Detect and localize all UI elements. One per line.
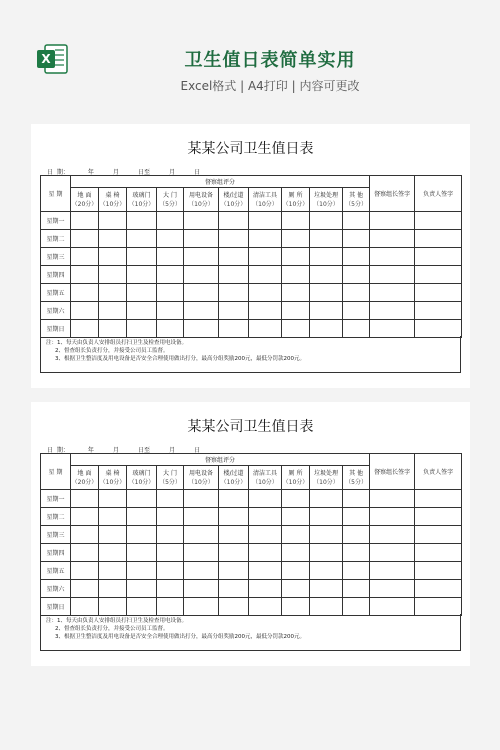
score-cell[interactable] bbox=[71, 508, 99, 526]
category-points: （10分） bbox=[252, 200, 278, 208]
category-name: 地 面 bbox=[77, 191, 92, 199]
score-cell[interactable] bbox=[370, 320, 415, 338]
score-cell[interactable] bbox=[71, 598, 99, 616]
score-cell[interactable] bbox=[370, 284, 415, 302]
score-cell[interactable] bbox=[310, 320, 343, 338]
score-cell[interactable] bbox=[343, 580, 370, 598]
score-cell[interactable] bbox=[310, 598, 343, 616]
score-cell[interactable] bbox=[157, 508, 184, 526]
score-cell[interactable] bbox=[71, 248, 99, 266]
score-cell[interactable] bbox=[157, 320, 184, 338]
category-header bbox=[219, 466, 249, 490]
score-cell[interactable] bbox=[343, 544, 370, 562]
score-cell[interactable] bbox=[71, 302, 99, 320]
table-row bbox=[41, 490, 462, 508]
category-name: 桌 椅 bbox=[105, 191, 120, 199]
category-points: （10分） bbox=[99, 200, 126, 208]
excel-logo-letter: X bbox=[41, 52, 51, 66]
score-cell[interactable] bbox=[370, 490, 415, 508]
score-cell[interactable] bbox=[127, 580, 157, 598]
score-cell[interactable] bbox=[157, 598, 184, 616]
score-cell[interactable] bbox=[71, 230, 99, 248]
score-cell[interactable] bbox=[184, 508, 219, 526]
score-cell[interactable] bbox=[71, 266, 99, 284]
score-cell[interactable] bbox=[343, 490, 370, 508]
category-header bbox=[157, 466, 184, 490]
weekday-header: 星 期 bbox=[41, 454, 71, 490]
score-cell[interactable] bbox=[157, 266, 184, 284]
score-cell[interactable] bbox=[310, 284, 343, 302]
weekday-cell: 星期三 bbox=[41, 526, 71, 544]
score-cell[interactable] bbox=[99, 544, 127, 562]
score-cell[interactable] bbox=[415, 212, 462, 230]
score-cell[interactable] bbox=[184, 598, 219, 616]
score-cell[interactable] bbox=[415, 562, 462, 580]
date-line: 日 期： 年 月 日至 月 日 bbox=[47, 447, 201, 454]
group-header: 督察组评分 bbox=[71, 454, 370, 466]
weekday-cell: 星期一 bbox=[41, 212, 71, 230]
person-sign-header: 负责人签字 bbox=[415, 454, 462, 490]
score-cell[interactable] bbox=[343, 248, 370, 266]
category-name: 楼/过道 bbox=[223, 469, 244, 477]
score-cell[interactable] bbox=[415, 544, 462, 562]
category-points: （10分） bbox=[220, 478, 247, 486]
score-cell[interactable] bbox=[249, 490, 282, 508]
score-cell[interactable] bbox=[99, 230, 127, 248]
score-cell[interactable] bbox=[249, 508, 282, 526]
score-cell[interactable] bbox=[219, 490, 249, 508]
score-cell[interactable] bbox=[343, 508, 370, 526]
score-cell[interactable] bbox=[343, 302, 370, 320]
score-cell[interactable] bbox=[282, 562, 310, 580]
sheet-title: 某某公司卫生值日表 bbox=[187, 141, 314, 157]
score-cell[interactable] bbox=[127, 248, 157, 266]
score-cell[interactable] bbox=[219, 562, 249, 580]
category-points: （10分） bbox=[252, 478, 278, 486]
score-cell[interactable] bbox=[310, 508, 343, 526]
score-cell[interactable] bbox=[157, 490, 184, 508]
score-cell[interactable] bbox=[415, 598, 462, 616]
score-cell[interactable] bbox=[184, 526, 219, 544]
score-cell[interactable] bbox=[71, 284, 99, 302]
score-cell[interactable] bbox=[99, 302, 127, 320]
score-cell[interactable] bbox=[219, 580, 249, 598]
score-cell[interactable] bbox=[282, 544, 310, 562]
score-cell[interactable] bbox=[184, 230, 219, 248]
score-cell[interactable] bbox=[127, 284, 157, 302]
score-cell[interactable] bbox=[415, 248, 462, 266]
score-cell[interactable] bbox=[249, 526, 282, 544]
score-cell[interactable] bbox=[219, 544, 249, 562]
table-row bbox=[41, 302, 462, 320]
sheet-title: 某某公司卫生值日表 bbox=[187, 419, 314, 435]
category-name: 大 门 bbox=[163, 191, 177, 199]
note-line: 2、督查组长负责打分，并接受公司员工监督。 bbox=[55, 626, 169, 632]
table-row bbox=[41, 320, 462, 338]
score-cell[interactable] bbox=[249, 562, 282, 580]
table-row bbox=[41, 598, 462, 616]
category-header bbox=[184, 466, 219, 490]
duty-sheet-2 bbox=[31, 402, 470, 666]
score-cell[interactable] bbox=[127, 598, 157, 616]
page-title: 卫生值日表简单实用 bbox=[184, 50, 356, 71]
table-row bbox=[41, 248, 462, 266]
table-row bbox=[41, 508, 462, 526]
score-cell[interactable] bbox=[343, 598, 370, 616]
score-cell[interactable] bbox=[249, 544, 282, 562]
weekday-cell: 星期五 bbox=[41, 562, 71, 580]
score-cell[interactable] bbox=[184, 284, 219, 302]
score-cell[interactable] bbox=[219, 598, 249, 616]
score-cell[interactable] bbox=[219, 248, 249, 266]
score-cell[interactable] bbox=[310, 544, 343, 562]
score-cell[interactable] bbox=[370, 212, 415, 230]
category-name: 玻璃门 bbox=[132, 191, 151, 199]
score-cell[interactable] bbox=[184, 562, 219, 580]
category-header bbox=[249, 466, 282, 490]
score-cell[interactable] bbox=[249, 248, 282, 266]
score-cell[interactable] bbox=[99, 580, 127, 598]
score-cell[interactable] bbox=[343, 266, 370, 284]
score-cell[interactable] bbox=[282, 284, 310, 302]
score-cell[interactable] bbox=[310, 248, 343, 266]
weekday-cell: 星期五 bbox=[41, 284, 71, 302]
date-line: 日 期： 年 月 日至 月 日 bbox=[47, 169, 201, 176]
category-points: （10分） bbox=[188, 200, 214, 208]
score-cell[interactable] bbox=[219, 320, 249, 338]
category-name: 厕 所 bbox=[288, 469, 303, 477]
score-cell[interactable] bbox=[127, 490, 157, 508]
score-cell[interactable] bbox=[99, 266, 127, 284]
score-cell[interactable] bbox=[99, 490, 127, 508]
category-points: （5分） bbox=[159, 200, 181, 208]
table-row bbox=[41, 544, 462, 562]
weekday-cell: 星期四 bbox=[41, 544, 71, 562]
notes bbox=[40, 336, 461, 373]
category-name: 清洁工具 bbox=[252, 191, 277, 199]
score-cell[interactable] bbox=[157, 562, 184, 580]
score-cell[interactable] bbox=[370, 598, 415, 616]
person-sign-header: 负责人签字 bbox=[415, 176, 462, 212]
score-cell[interactable] bbox=[343, 230, 370, 248]
score-cell[interactable] bbox=[310, 562, 343, 580]
score-cell[interactable] bbox=[415, 508, 462, 526]
score-cell[interactable] bbox=[370, 562, 415, 580]
category-points: （10分） bbox=[99, 478, 126, 486]
note-line: 3、根据卫生整洁度及用电设备是否安全合理使用做出打分，最高分组奖励200元，最低分罚款200元。 bbox=[55, 634, 305, 640]
score-cell[interactable] bbox=[71, 212, 99, 230]
score-cell[interactable] bbox=[99, 508, 127, 526]
category-points: （5分） bbox=[159, 478, 181, 486]
table-row bbox=[41, 212, 462, 230]
category-header bbox=[99, 466, 127, 490]
score-cell[interactable] bbox=[343, 562, 370, 580]
score-cell[interactable] bbox=[99, 562, 127, 580]
category-header bbox=[343, 188, 370, 212]
score-cell[interactable] bbox=[99, 598, 127, 616]
score-cell[interactable] bbox=[370, 526, 415, 544]
category-points: （10分） bbox=[282, 478, 309, 486]
score-cell[interactable] bbox=[370, 230, 415, 248]
duty-sheet-1 bbox=[31, 124, 470, 388]
category-points: （20分） bbox=[71, 478, 98, 486]
category-name: 垃圾处理 bbox=[313, 469, 338, 477]
category-header bbox=[127, 466, 157, 490]
score-cell[interactable] bbox=[127, 302, 157, 320]
category-name: 厕 所 bbox=[288, 191, 303, 199]
score-cell[interactable] bbox=[282, 580, 310, 598]
score-cell[interactable] bbox=[184, 302, 219, 320]
score-cell[interactable] bbox=[99, 320, 127, 338]
weekday-header: 星 期 bbox=[41, 176, 71, 212]
weekday-cell: 星期日 bbox=[41, 598, 71, 616]
category-name: 玻璃门 bbox=[132, 469, 151, 477]
score-cell[interactable] bbox=[282, 266, 310, 284]
weekday-cell: 星期二 bbox=[41, 230, 71, 248]
score-cell[interactable] bbox=[127, 508, 157, 526]
score-cell[interactable] bbox=[282, 490, 310, 508]
category-header bbox=[157, 188, 184, 212]
table-row bbox=[41, 526, 462, 544]
score-cell[interactable] bbox=[184, 212, 219, 230]
category-name: 地 面 bbox=[77, 469, 92, 477]
category-header bbox=[282, 188, 310, 212]
score-cell[interactable] bbox=[219, 302, 249, 320]
category-name: 其 他 bbox=[349, 469, 363, 477]
score-cell[interactable] bbox=[249, 598, 282, 616]
table-row bbox=[41, 562, 462, 580]
score-cell[interactable] bbox=[71, 580, 99, 598]
category-header bbox=[310, 188, 343, 212]
score-cell[interactable] bbox=[184, 544, 219, 562]
category-header bbox=[127, 188, 157, 212]
category-header bbox=[99, 188, 127, 212]
score-cell[interactable] bbox=[219, 284, 249, 302]
score-cell[interactable] bbox=[310, 580, 343, 598]
group-header: 督察组评分 bbox=[71, 176, 370, 188]
supervisor-sign-header: 督察组长签字 bbox=[370, 454, 415, 490]
score-cell[interactable] bbox=[370, 508, 415, 526]
score-cell[interactable] bbox=[127, 266, 157, 284]
duty-table bbox=[40, 453, 462, 616]
score-cell[interactable] bbox=[415, 284, 462, 302]
category-name: 楼/过道 bbox=[223, 191, 244, 199]
score-cell[interactable] bbox=[184, 266, 219, 284]
score-cell[interactable] bbox=[127, 526, 157, 544]
score-cell[interactable] bbox=[127, 230, 157, 248]
score-cell[interactable] bbox=[249, 284, 282, 302]
score-cell[interactable] bbox=[343, 212, 370, 230]
score-cell[interactable] bbox=[249, 580, 282, 598]
table-row bbox=[41, 230, 462, 248]
category-header bbox=[343, 466, 370, 490]
score-cell[interactable] bbox=[282, 598, 310, 616]
category-header bbox=[184, 188, 219, 212]
note-line: 2、督查组长负责打分，并接受公司员工监督。 bbox=[55, 348, 169, 354]
score-cell[interactable] bbox=[415, 266, 462, 284]
score-cell[interactable] bbox=[310, 266, 343, 284]
category-name: 用电设备 bbox=[188, 191, 213, 199]
note-line: 3、根据卫生整洁度及用电设备是否安全合理使用做出打分，最高分组奖励200元，最低分罚款200元。 bbox=[55, 356, 305, 362]
category-name: 桌 椅 bbox=[105, 469, 120, 477]
weekday-cell: 星期三 bbox=[41, 248, 71, 266]
score-cell[interactable] bbox=[310, 212, 343, 230]
score-cell[interactable] bbox=[184, 490, 219, 508]
notes bbox=[40, 614, 461, 651]
score-cell[interactable] bbox=[157, 544, 184, 562]
score-cell[interactable] bbox=[249, 230, 282, 248]
category-name: 清洁工具 bbox=[252, 469, 277, 477]
score-cell[interactable] bbox=[415, 490, 462, 508]
score-cell[interactable] bbox=[157, 248, 184, 266]
score-cell[interactable] bbox=[415, 320, 462, 338]
note-line: 注：1、每天由负责人安排组员打扫卫生及检查用电设备。 bbox=[46, 618, 188, 624]
score-cell[interactable] bbox=[282, 508, 310, 526]
score-cell[interactable] bbox=[99, 248, 127, 266]
score-cell[interactable] bbox=[249, 320, 282, 338]
score-cell[interactable] bbox=[127, 212, 157, 230]
score-cell[interactable] bbox=[157, 284, 184, 302]
category-points: （10分） bbox=[220, 200, 247, 208]
score-cell[interactable] bbox=[370, 302, 415, 320]
category-points: （10分） bbox=[282, 200, 309, 208]
score-cell[interactable] bbox=[415, 526, 462, 544]
weekday-cell: 星期日 bbox=[41, 320, 71, 338]
score-cell[interactable] bbox=[184, 320, 219, 338]
score-cell[interactable] bbox=[71, 562, 99, 580]
score-cell[interactable] bbox=[219, 266, 249, 284]
score-cell[interactable] bbox=[71, 490, 99, 508]
score-cell[interactable] bbox=[343, 284, 370, 302]
score-cell[interactable] bbox=[184, 580, 219, 598]
table-row bbox=[41, 580, 462, 598]
score-cell[interactable] bbox=[310, 302, 343, 320]
score-cell[interactable] bbox=[127, 562, 157, 580]
supervisor-sign-header: 督察组长签字 bbox=[370, 176, 415, 212]
category-header bbox=[310, 466, 343, 490]
score-cell[interactable] bbox=[157, 212, 184, 230]
score-cell[interactable] bbox=[282, 212, 310, 230]
score-cell[interactable] bbox=[282, 302, 310, 320]
category-points: （20分） bbox=[71, 200, 98, 208]
weekday-cell: 星期二 bbox=[41, 508, 71, 526]
score-cell[interactable] bbox=[370, 544, 415, 562]
note-line: 注：1、每天由负责人安排组员打扫卫生及检查用电设备。 bbox=[46, 340, 188, 346]
category-points: （10分） bbox=[128, 200, 155, 208]
score-cell[interactable] bbox=[249, 266, 282, 284]
score-cell[interactable] bbox=[219, 526, 249, 544]
score-cell[interactable] bbox=[282, 230, 310, 248]
score-cell[interactable] bbox=[157, 526, 184, 544]
score-cell[interactable] bbox=[310, 230, 343, 248]
category-points: （10分） bbox=[188, 478, 214, 486]
score-cell[interactable] bbox=[219, 212, 249, 230]
category-points: （5分） bbox=[345, 478, 367, 486]
category-points: （10分） bbox=[128, 478, 155, 486]
category-name: 其 他 bbox=[349, 191, 363, 199]
score-cell[interactable] bbox=[249, 212, 282, 230]
category-header bbox=[71, 188, 99, 212]
page-subtitle: Excel格式 | A4打印 | 内容可更改 bbox=[180, 79, 360, 93]
weekday-cell: 星期六 bbox=[41, 302, 71, 320]
score-cell[interactable] bbox=[157, 302, 184, 320]
score-cell[interactable] bbox=[99, 284, 127, 302]
score-cell[interactable] bbox=[71, 526, 99, 544]
score-cell[interactable] bbox=[282, 320, 310, 338]
score-cell[interactable] bbox=[310, 490, 343, 508]
score-cell[interactable] bbox=[99, 212, 127, 230]
score-cell[interactable] bbox=[127, 544, 157, 562]
category-points: （10分） bbox=[313, 200, 339, 208]
score-cell[interactable] bbox=[282, 526, 310, 544]
score-cell[interactable] bbox=[99, 526, 127, 544]
score-cell[interactable] bbox=[415, 580, 462, 598]
score-cell[interactable] bbox=[343, 320, 370, 338]
category-name: 垃圾处理 bbox=[313, 191, 338, 199]
score-cell[interactable] bbox=[370, 248, 415, 266]
category-header bbox=[249, 188, 282, 212]
score-cell[interactable] bbox=[415, 302, 462, 320]
score-cell[interactable] bbox=[127, 320, 157, 338]
score-cell[interactable] bbox=[184, 248, 219, 266]
score-cell[interactable] bbox=[249, 302, 282, 320]
category-header bbox=[219, 188, 249, 212]
score-cell[interactable] bbox=[157, 580, 184, 598]
score-cell[interactable] bbox=[370, 266, 415, 284]
category-name: 大 门 bbox=[163, 469, 177, 477]
weekday-cell: 星期一 bbox=[41, 490, 71, 508]
score-cell[interactable] bbox=[157, 230, 184, 248]
score-cell[interactable] bbox=[343, 526, 370, 544]
category-name: 用电设备 bbox=[188, 469, 213, 477]
score-cell[interactable] bbox=[370, 580, 415, 598]
category-header bbox=[282, 466, 310, 490]
table-row bbox=[41, 266, 462, 284]
score-cell[interactable] bbox=[310, 526, 343, 544]
duty-table bbox=[40, 175, 462, 338]
table-row bbox=[41, 284, 462, 302]
score-cell[interactable] bbox=[71, 320, 99, 338]
score-cell[interactable] bbox=[219, 230, 249, 248]
category-header bbox=[71, 466, 99, 490]
score-cell[interactable] bbox=[415, 230, 462, 248]
weekday-cell: 星期六 bbox=[41, 580, 71, 598]
category-points: （10分） bbox=[313, 478, 339, 486]
score-cell[interactable] bbox=[219, 508, 249, 526]
score-cell[interactable] bbox=[282, 248, 310, 266]
weekday-cell: 星期四 bbox=[41, 266, 71, 284]
category-points: （5分） bbox=[345, 200, 367, 208]
score-cell[interactable] bbox=[71, 544, 99, 562]
